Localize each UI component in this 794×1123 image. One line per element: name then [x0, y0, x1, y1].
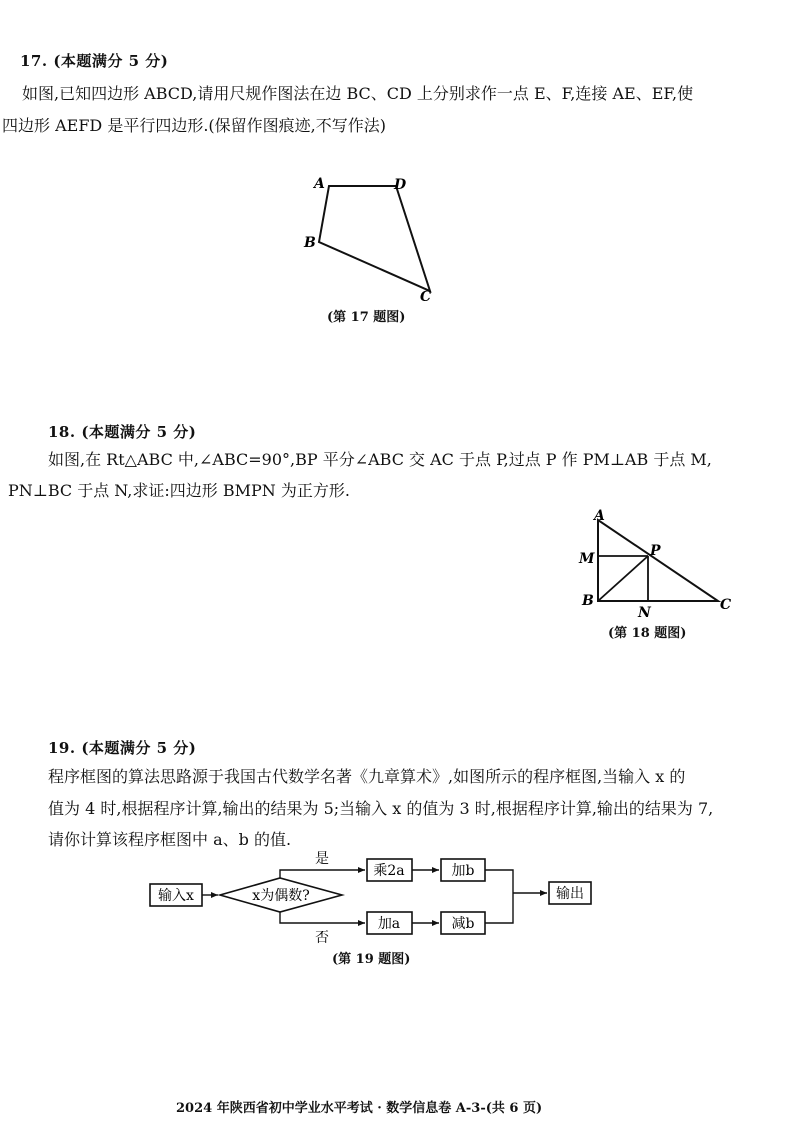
page-footer: 2024 年陕西省初中学业水平考试 · 数学信息卷 A-3-(共 6 页) — [176, 1101, 543, 1116]
input-label: 输入x — [158, 888, 194, 904]
add-b-label: 加b — [451, 863, 475, 879]
q17-text-line2: 四边形 AEFD 是平行四边形.(保留作图痕迹,不写作法) — [2, 116, 386, 135]
q19-caption: (第 19 题图) — [332, 952, 411, 967]
q17-text-line1: 如图,已知四边形 ABCD,请用尺规作图法在边 BC、CD 上分别求作一点 E、F,连接 AE、EF,使 — [22, 84, 694, 103]
q19-flowchart — [145, 848, 595, 948]
no-label: 否 — [315, 930, 329, 946]
quadrilateral-abcd — [319, 186, 430, 291]
multiply-2a-label: 乘2a — [373, 863, 405, 879]
label-n: N — [638, 605, 651, 620]
label-b: B — [304, 235, 316, 251]
subtract-b-label: 减b — [451, 916, 475, 932]
q18-caption: (第 18 题图) — [608, 626, 687, 641]
label-c: C — [720, 597, 732, 613]
q19-text-line3: 请你计算该程序框图中 a、b 的值. — [48, 830, 292, 849]
q17-heading: 17. (本题满分 5 分) — [20, 52, 169, 70]
q19-heading: 19. (本题满分 5 分) — [48, 739, 197, 757]
label-p: P — [650, 543, 661, 559]
label-c: C — [420, 289, 432, 305]
q19-text-line1: 程序框图的算法思路源于我国古代数学名著《九章算术》,如图所示的程序框图,当输入 x 的 — [48, 767, 686, 786]
q18-text-line1: 如图,在 Rt△ABC 中,∠ABC=90°,BP 平分∠ABC 交 AC 于点 P,过点 P 作 PM⊥AB 于点 M, — [48, 450, 712, 469]
q19-text-line2: 值为 4 时,根据程序计算,输出的结果为 5;当输入 x 的值为 3 时,根据程序计算,输出的结果为 7, — [48, 799, 714, 818]
label-m: M — [579, 551, 595, 567]
q18-heading: 18. (本题满分 5 分) — [48, 423, 197, 441]
label-b: B — [582, 593, 594, 609]
yes-label: 是 — [315, 851, 329, 867]
q18-figure — [575, 505, 740, 620]
q17-caption: (第 17 题图) — [327, 310, 406, 325]
segment-bp — [598, 556, 648, 601]
label-d: D — [394, 177, 407, 193]
output-label: 输出 — [556, 886, 584, 902]
label-a: A — [314, 176, 325, 192]
label-a: A — [594, 508, 605, 524]
add-a-label: 加a — [377, 916, 401, 932]
q18-text-line2: PN⊥BC 于点 N,求证:四边形 BMPN 为正方形. — [8, 481, 350, 500]
q17-figure — [290, 165, 450, 310]
triangle-abc — [598, 520, 718, 601]
decision-label: x为偶数? — [252, 888, 310, 904]
